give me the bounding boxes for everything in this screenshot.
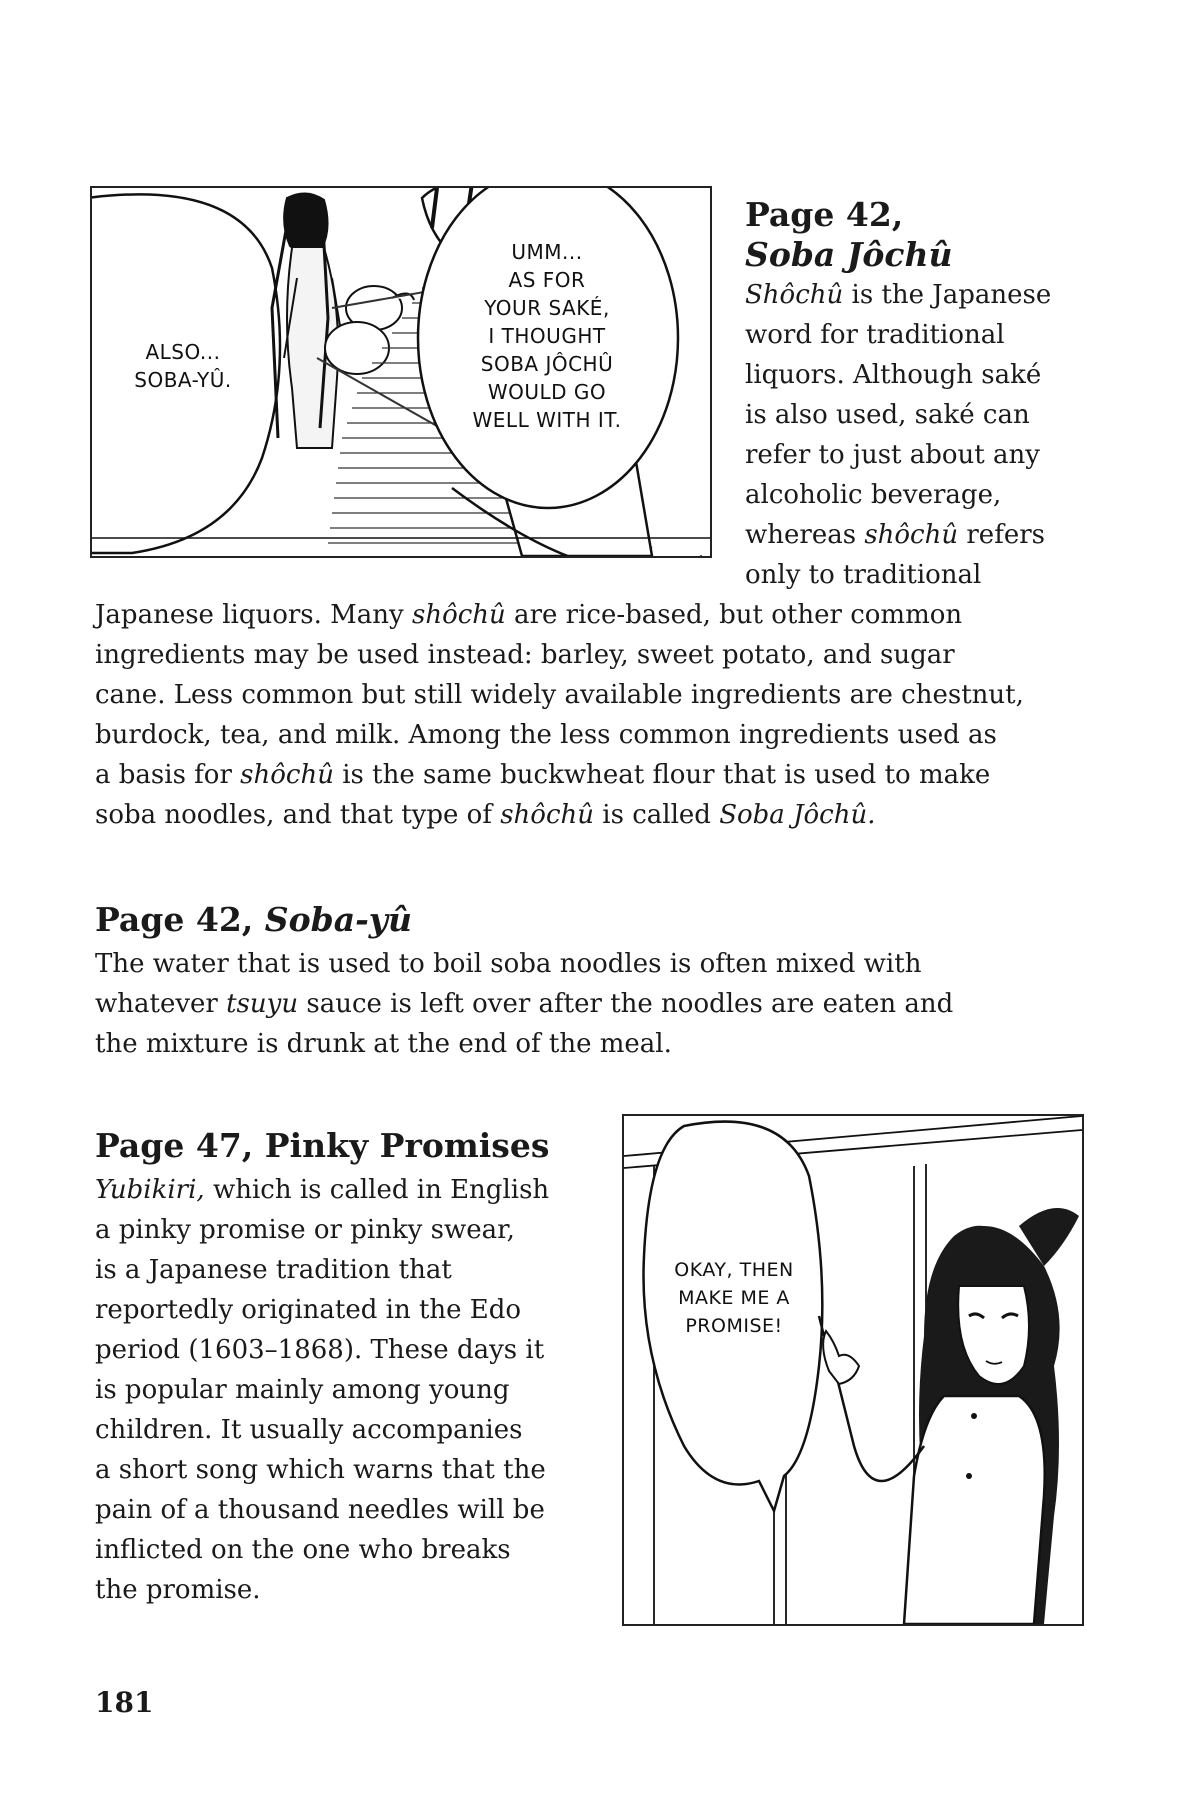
pinky-text: is a Japanese tradition that bbox=[95, 1255, 452, 1285]
pinky-line bbox=[95, 1450, 615, 1490]
shochu-wrap-italic-term: shôchû bbox=[864, 520, 959, 550]
soba-yu-text: The water that is used to boil soba noodles is often mixed with bbox=[95, 949, 922, 979]
shochu-full-text: cane. Less common but still widely available ingredients are chestnut, bbox=[95, 680, 1024, 710]
pinky-italic-term: Yubikiri, bbox=[95, 1175, 205, 1205]
shochu-full-text: is called bbox=[594, 800, 720, 830]
pinky-text: is popular mainly among young bbox=[95, 1375, 510, 1405]
pinky-text: which is called in English bbox=[204, 1175, 550, 1205]
shochu-wrap-text: alcoholic beverage, bbox=[745, 480, 1002, 510]
heading-soba-jochu-line2: Soba Jôchû bbox=[745, 235, 953, 274]
heading-soba-jochu bbox=[745, 195, 1165, 275]
shochu-full-italic-term: shôchû bbox=[412, 600, 506, 630]
soba-yu-line bbox=[95, 984, 1175, 1024]
pinky-line bbox=[95, 1370, 615, 1410]
paragraph-shochu-full bbox=[95, 595, 1175, 835]
shochu-full-text: is the same buckwheat flour that is used to make bbox=[333, 760, 991, 790]
speech-bubble-also-soba-yu: ALSO... SOBA-YÛ. bbox=[134, 340, 232, 392]
pinky-text: inflicted on the one who breaks bbox=[95, 1535, 511, 1565]
pinky-line bbox=[95, 1330, 615, 1370]
shochu-full-italic-term: Soba Jôchû. bbox=[719, 800, 876, 830]
heading-soba-yu-prefix: Page 42, bbox=[95, 900, 265, 939]
shochu-full-line bbox=[95, 595, 1175, 635]
shochu-wrap-line bbox=[745, 555, 1175, 595]
soba-yu-italic-term: tsuyu bbox=[226, 989, 299, 1019]
manga-panel-soba bbox=[90, 186, 712, 558]
soba-yu-text: the mixture is drunk at the end of the meal. bbox=[95, 1029, 672, 1059]
speech-bubble-umm-sake: UMM... AS FOR YOUR SAKÉ, I THOUGHT SOBA JÔCHÛ WOULD GO WELL WITH IT. bbox=[472, 240, 622, 432]
pinky-text: reportedly originated in the Edo bbox=[95, 1295, 522, 1325]
shochu-full-italic-term: shôchû bbox=[240, 760, 334, 790]
shochu-wrap-line bbox=[745, 395, 1175, 435]
shochu-full-line bbox=[95, 795, 1175, 835]
soba-yu-line bbox=[95, 944, 1175, 984]
shochu-wrap-text: refer to just about any bbox=[745, 440, 1040, 470]
shochu-wrap-text: is also used, saké can bbox=[745, 400, 1030, 430]
pinky-text: a short song which warns that the bbox=[95, 1455, 546, 1485]
manga-panel-promise-art bbox=[624, 1116, 1082, 1624]
shochu-full-text: soba noodles, and that type of bbox=[95, 800, 501, 830]
soba-yu-text: sauce is left over after the noodles are eaten and bbox=[298, 989, 954, 1019]
shochu-full-line bbox=[95, 715, 1175, 755]
shochu-wrap-text: only to traditional bbox=[745, 560, 982, 590]
shochu-full-text: Japanese liquors. Many bbox=[95, 600, 412, 630]
pinky-text: a pinky promise or pinky swear, bbox=[95, 1215, 515, 1245]
pinky-line bbox=[95, 1530, 615, 1570]
shochu-wrap-line bbox=[745, 435, 1175, 475]
pinky-text: pain of a thousand needles will be bbox=[95, 1495, 545, 1525]
shochu-full-text: are rice-based, but other common bbox=[505, 600, 963, 630]
heading-soba-yu bbox=[95, 900, 1095, 940]
heading-soba-yu-italic: Soba-yû bbox=[264, 900, 412, 939]
pinky-line bbox=[95, 1410, 615, 1450]
shochu-full-text: ingredients may be used instead: barley, sweet potato, and sugar bbox=[95, 640, 955, 670]
shochu-wrap-text: is the Japanese bbox=[843, 280, 1052, 310]
page-number: 181 bbox=[95, 1686, 154, 1719]
shochu-wrap-italic-term: Shôchû bbox=[745, 280, 844, 310]
pinky-text: the promise. bbox=[95, 1575, 261, 1605]
paragraph-soba-yu bbox=[95, 944, 1175, 1064]
shochu-full-line bbox=[95, 755, 1175, 795]
pinky-line bbox=[95, 1570, 615, 1610]
manga-panel-promise bbox=[622, 1114, 1084, 1626]
soba-yu-line bbox=[95, 1024, 1175, 1064]
soba-yu-text: whatever bbox=[95, 989, 227, 1019]
shochu-wrap-text: word for traditional bbox=[745, 320, 1005, 350]
pinky-text: period (1603–1868). These days it bbox=[95, 1335, 545, 1365]
shochu-full-line bbox=[95, 635, 1175, 675]
pinky-text: children. It usually accompanies bbox=[95, 1415, 523, 1445]
heading-soba-jochu-line1: Page 42, bbox=[745, 195, 904, 234]
pinky-line bbox=[95, 1210, 615, 1250]
shochu-wrap-line bbox=[745, 315, 1175, 355]
shochu-full-italic-term: shôchû bbox=[500, 800, 595, 830]
shochu-wrap-line bbox=[745, 515, 1175, 555]
shochu-full-line bbox=[95, 675, 1175, 715]
speech-bubble-make-promise: OKAY, THEN MAKE ME A PROMISE! bbox=[674, 1259, 794, 1337]
paragraph-pinky-promises bbox=[95, 1170, 615, 1610]
paragraph-shochu-wrapped bbox=[745, 275, 1175, 595]
pinky-line bbox=[95, 1170, 615, 1210]
pinky-line bbox=[95, 1490, 615, 1530]
shochu-full-text: burdock, tea, and milk. Among the less common ingredients used as bbox=[95, 720, 997, 750]
shochu-wrap-line bbox=[745, 355, 1175, 395]
pinky-line bbox=[95, 1250, 615, 1290]
shochu-full-text: a basis for bbox=[95, 760, 241, 790]
shochu-wrap-text: refers bbox=[958, 520, 1045, 550]
shochu-wrap-line bbox=[745, 275, 1175, 315]
pinky-line bbox=[95, 1290, 615, 1330]
shochu-wrap-text: whereas bbox=[745, 520, 865, 550]
shochu-wrap-line bbox=[745, 475, 1175, 515]
heading-pinky-promises: Page 47, Pinky Promises bbox=[95, 1126, 550, 1165]
shochu-wrap-text: liquors. Although saké bbox=[745, 360, 1042, 390]
